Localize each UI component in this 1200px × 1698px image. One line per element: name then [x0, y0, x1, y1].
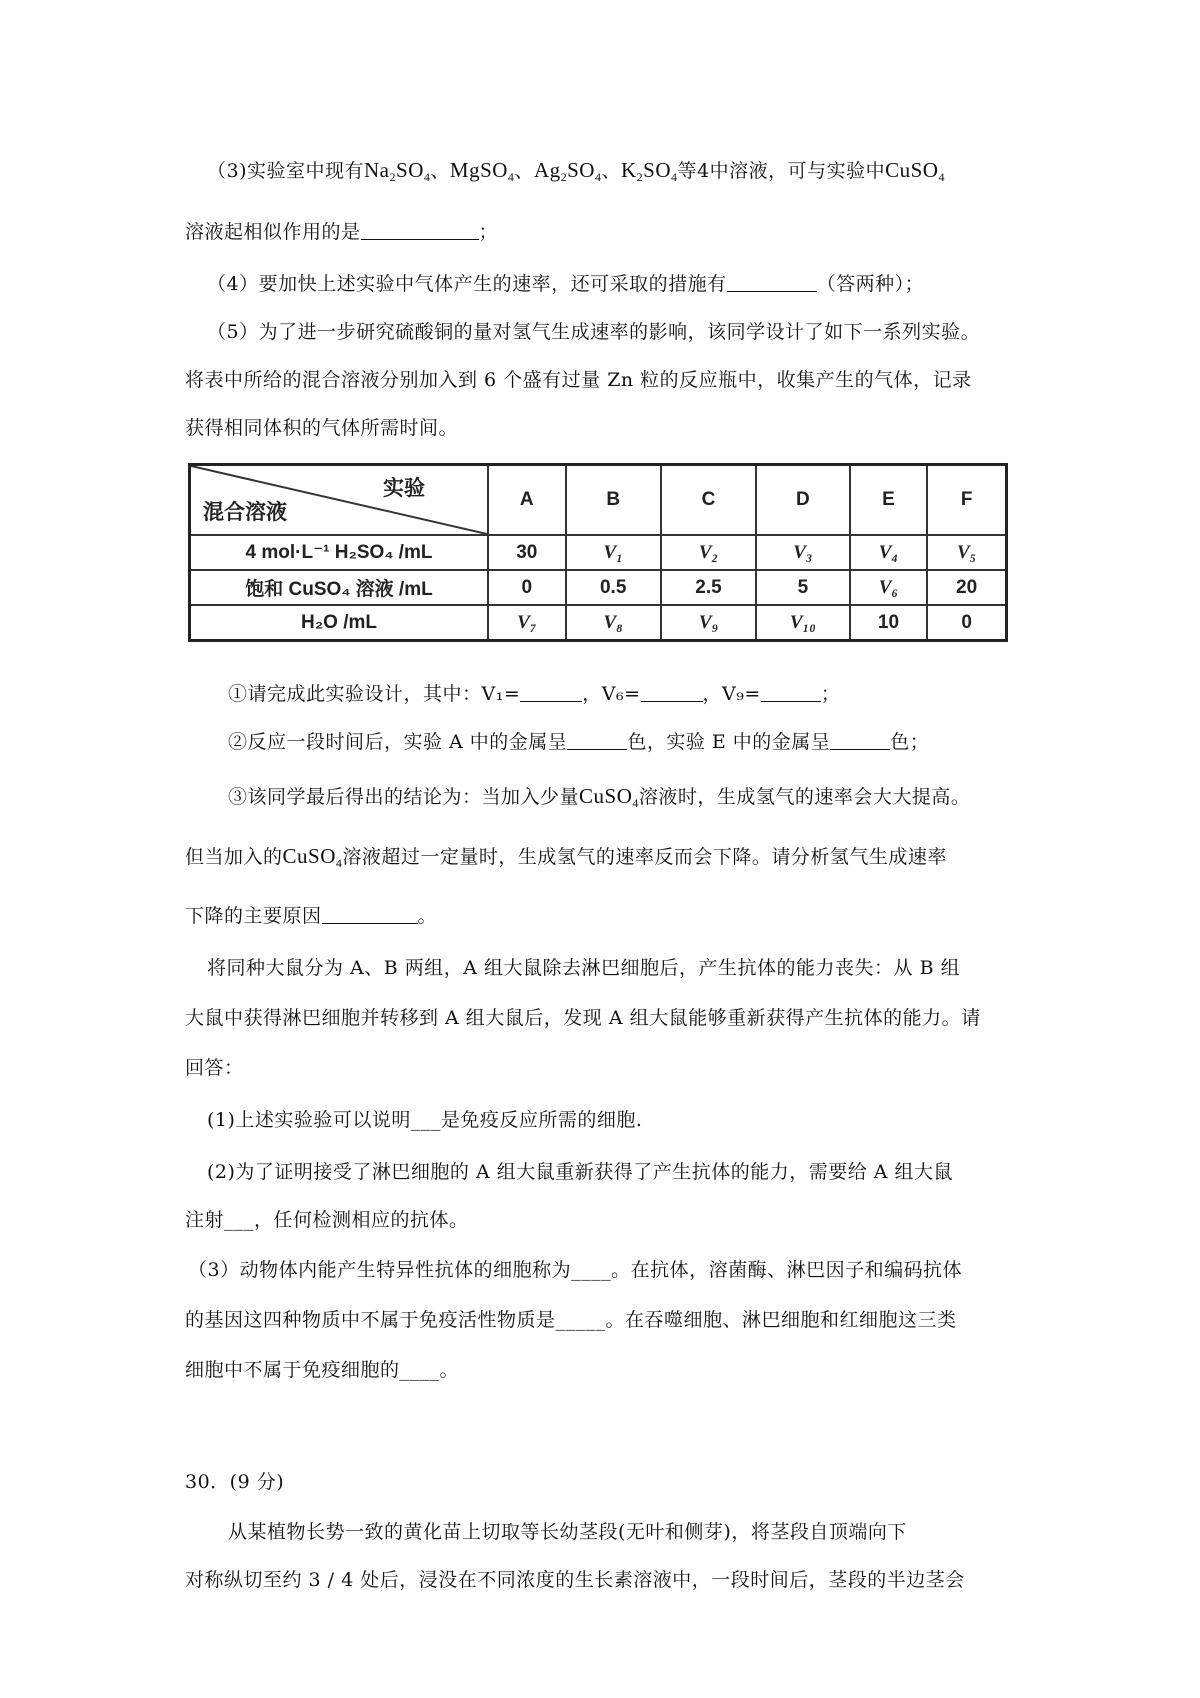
column-header: F: [927, 465, 1006, 536]
table-cell: 2.5: [661, 570, 756, 605]
table-cell: 10: [850, 605, 928, 641]
column-header: A: [488, 465, 566, 536]
rat-q1: (1)上述实验验可以说明___是免疫反应所需的细胞.: [207, 1109, 643, 1131]
corner-top-label: 实验: [383, 477, 425, 500]
experiment-table: [188, 463, 1008, 642]
sub3-line1: ③该同学最后得出的结论为：当加入少量CuSO$_4$溶液时，生成氢气的速率会大大提高。: [228, 784, 971, 810]
answer-blank[interactable]: [567, 729, 627, 750]
table-cell: V₄: [850, 535, 928, 570]
column-header: D: [756, 465, 850, 536]
table-cell: 0: [927, 605, 1006, 641]
column-header: B: [566, 465, 661, 536]
rat-line3: 回答：: [185, 1057, 244, 1079]
answer-blank[interactable]: [361, 219, 479, 240]
table-cell: 30: [488, 535, 566, 570]
row-label: H₂O /mL: [190, 605, 489, 641]
q30-line2: 对称纵切至约 3 / 4 处后，浸没在不同浓度的生长素溶液中，一段时间后，茎段的半边茎会: [185, 1569, 965, 1591]
table-row: [190, 535, 1007, 570]
answer-blank[interactable]: [520, 681, 582, 702]
q3-line1: （3)实验室中现有$Na_2SO_4$、MgSO$_4$、$Ag_2SO_4$、$K_2SO_4$等4中溶液，可与实验中CuSO$_4$: [207, 158, 945, 184]
rat-q3-line3: 细胞中不属于免疫细胞的____。: [185, 1359, 460, 1381]
q30-line1: 从某植物长势一致的黄化苗上切取等长幼茎段(无叶和侧芽)，将茎段自顶端向下: [228, 1521, 907, 1543]
rat-line1: 将同种大鼠分为 A、B 两组，A 组大鼠除去淋巴细胞后，产生抗体的能力丧失：从 B 组: [207, 957, 961, 979]
table-cell: V₈: [566, 605, 661, 641]
q5-line2: 将表中所给的混合溶液分别加入到 6 个盛有过量 Zn 粒的反应瓶中，收集产生的气体，记录: [185, 369, 972, 391]
row-label: 4 mol·L⁻¹ H₂SO₄ /mL: [190, 535, 489, 570]
sub3-line2: 但当加入的CuSO$_4$溶液超过一定量时，生成氢气的速率反而会下降。请分析氢气生成速率: [185, 844, 947, 870]
table-row: [190, 570, 1007, 605]
q5-line1: （5）为了进一步研究硫酸铜的量对氢气生成速率的影响，该同学设计了如下一系列实验。: [207, 321, 981, 343]
table-corner-cell: [190, 465, 489, 536]
table-cell: 20: [927, 570, 1006, 605]
rat-q3-line2: 的基因这四种物质中不属于免疫活性物质是_____。在吞噬细胞、淋巴细胞和红细胞这三类: [185, 1309, 957, 1331]
q4-line: （4）要加快上述实验中气体产生的速率，还可采取的措施有 （答两种）；: [207, 273, 925, 295]
table-cell: 5: [756, 570, 850, 605]
column-header: C: [661, 465, 756, 536]
table-cell: 0: [488, 570, 566, 605]
table-cell: V₇: [488, 605, 566, 641]
table-cell: V₆: [850, 570, 928, 605]
rat-line2: 大鼠中获得淋巴细胞并转移到 A 组大鼠后，发现 A 组大鼠能够重新获得产生抗体的能力。请: [185, 1007, 981, 1029]
corner-bottom-label: 混合溶液: [203, 501, 287, 524]
answer-blank[interactable]: [641, 681, 703, 702]
rat-q3-line1: （3）动物体内能产生特异性抗体的细胞称为____。在抗体，溶菌酶、淋巴因子和编码抗体: [188, 1259, 963, 1281]
table-cell: V₂: [661, 535, 756, 570]
sub1-line: ①请完成此实验设计，其中：V₁= ，V₆= ，V₉= ；: [228, 683, 841, 705]
sub3-line3: 下降的主要原因 。: [185, 905, 438, 927]
table-cell: V₃: [756, 535, 850, 570]
sub2-line: ②反应一段时间后，实验 A 中的金属呈 色，实验 E 中的金属呈 色；: [228, 731, 930, 753]
answer-blank[interactable]: [322, 903, 418, 924]
table-cell: V₉: [661, 605, 756, 641]
q3-line2: 溶液起相似作用的是 ；: [185, 221, 499, 243]
row-label: 饱和 CuSO₄ 溶液 /mL: [190, 570, 489, 605]
table-cell: 0.5: [566, 570, 661, 605]
column-header: E: [850, 465, 928, 536]
table-row: [190, 605, 1007, 641]
rat-q2-line2: 注射___，任何检测相应的抗体。: [185, 1209, 469, 1231]
q30-heading: 30．(9 分): [185, 1471, 285, 1493]
table-cell: V₁₀: [756, 605, 850, 641]
answer-blank[interactable]: [727, 271, 817, 292]
rat-q2-line1: (2)为了证明接受了淋巴细胞的 A 组大鼠重新获得了产生抗体的能力，需要给 A 组大鼠: [207, 1161, 954, 1183]
answer-blank[interactable]: [761, 681, 821, 702]
table-cell: V₅: [927, 535, 1006, 570]
answer-blank[interactable]: [830, 729, 890, 750]
table-cell: V₁: [566, 535, 661, 570]
q5-line3: 获得相同体积的气体所需时间。: [185, 417, 459, 439]
